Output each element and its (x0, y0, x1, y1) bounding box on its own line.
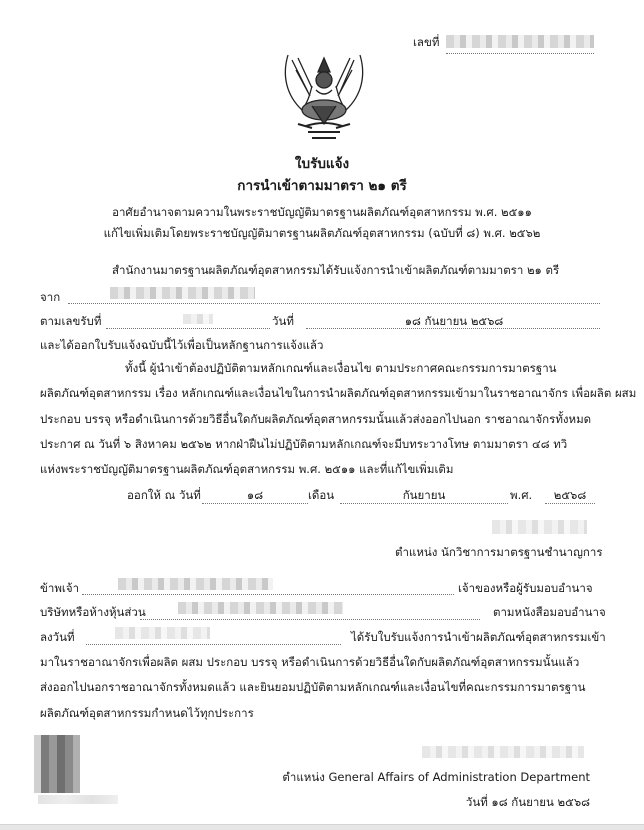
company-label: บริษัทหรือห้างหุ้นส่วน (40, 605, 146, 619)
body-line-4: ประกาศ ณ วันที่ ๖ สิงหาคม ๒๕๖๒ หากฝ่าฝืนไม่ปฏิบัติตามหลักเกณฑ์จะมีบทระวางโทษ ตามมาตรา ๔๘ ทวิ (40, 437, 568, 451)
poa-label: ตามหนังสือมอบอำนาจ (493, 605, 606, 619)
i-line (82, 594, 454, 595)
received-text: ได้รับใบรับแจ้งการนำเข้าผลิตภัณฑ์อุตสาหกรรมเข้า (351, 630, 606, 644)
receipt-number-label: ตามเลขรับที่ (40, 314, 102, 328)
authority-line-2: แก้ไขเพิ่มเติมโดยพระราชบัญญัติมาตรฐานผลิตภัณฑ์อุตสาหกรรม (ฉบับที่ ๘) พ.ศ. ๒๕๖๒ (103, 226, 541, 240)
from-value-redacted (110, 287, 255, 299)
ack-body-line-2: ส่งออกไปนอกราชอาณาจักรทั้งหมดแล้ว และยินยอมปฏิบัติตามหลักเกณฑ์และเงื่อนไขที่คณะกรรมการมาตรฐาน (40, 680, 586, 694)
issue-day-line (202, 503, 308, 504)
month-label: เดือน (308, 488, 335, 502)
signed-date-redacted (115, 627, 210, 639)
signer-date: วันที่ ๑๘ กันยายน ๒๕๖๘ (465, 795, 590, 809)
signed-date-line (86, 644, 341, 645)
body-line-2: ผลิตภัณฑ์อุตสาหกรรม เรื่อง หลักเกณฑ์และเงื่อนไขในการนำผลิตภัณฑ์อุตสาหกรรมเข้ามาในราชอาณาจักร เพื่อผลิต ผสม (40, 386, 637, 400)
date-value: ๑๘ กันยายน ๒๕๖๘ (404, 314, 504, 328)
owner-label: เจ้าของหรือผู้รับมอบอำนาจ (458, 581, 593, 595)
page-bottom-edge (0, 824, 644, 830)
intro-text: สำนักงานมาตรฐานผลิตภัณฑ์อุตสาหกรรมได้รับแจ้งการนำเข้าผลิตภัณฑ์ตามมาตรา ๒๑ ตรี (112, 263, 560, 277)
body-line-3: ประกอบ บรรจุ หรือดำเนินการด้วยวิธีอื่นใดกับผลิตภัณฑ์อุตสาหกรรมนั้นแล้วส่งออกไปนอก ราชอาณาจักรทั้งหมด (40, 412, 592, 426)
officer-position: ตำแหน่ง นักวิชาการมาตรฐานชำนาญการ (395, 545, 603, 559)
authority-line-1: อาศัยอำนาจตามความในพระราชบัญญัติมาตรฐานผลิตภัณฑ์อุตสาหกรรม พ.ศ. ๒๕๑๑ (112, 205, 532, 219)
company-value-redacted (178, 602, 343, 614)
company-seal-caption-redacted (38, 795, 118, 804)
document-number-redacted (446, 35, 594, 48)
page-subtitle: การนำเข้าตามมาตรา ๒๑ ตรี (237, 178, 407, 194)
garuda-emblem-icon (278, 50, 370, 146)
document-number-label: เลขที่ (413, 35, 440, 49)
issue-month-line (340, 503, 508, 504)
company-line (140, 619, 480, 620)
company-seal-redacted (34, 735, 80, 793)
receipt-number-line (106, 328, 270, 329)
page-title: ใบรับแจ้ง (294, 156, 350, 172)
body-line-5: แห่งพระราชบัญญัติมาตรฐานผลิตภัณฑ์อุตสาหกรรม พ.ศ. ๒๕๑๑ และที่แก้ไขเพิ่มเติม (40, 462, 454, 476)
issue-month: กันยายน (402, 488, 446, 502)
issue-year-line (545, 503, 595, 504)
body-line-1: ทั้งนี้ ผู้นำเข้าต้องปฏิบัติตามหลักเกณฑ์และเงื่อนไข ตามประกาศคณะกรรมการมาตรฐาน (125, 361, 557, 375)
receipt-number-redacted (183, 314, 213, 324)
date-label: วันที่ (272, 314, 294, 328)
issued-line: และได้ออกใบรับแจ้งฉบับนี้ไว้เพื่อเป็นหลักฐานการแจ้งแล้ว (40, 338, 324, 352)
officer-name-redacted (492, 520, 587, 534)
signer-position: ตำแหน่ง General Affairs of Administration Department (282, 770, 590, 784)
document-number-line (446, 53, 594, 54)
ack-body-line-1: มาในราชอาณาจักรเพื่อผลิต ผสม ประกอบ บรรจุ หรือดำเนินการด้วยวิธีอื่นใดกับผลิตภัณฑ์อุตสาหกรรมนั้นแล้ว (40, 655, 580, 669)
year-label: พ.ศ. (510, 488, 533, 502)
signed-date-label: ลงวันที่ (40, 630, 75, 644)
from-line (68, 303, 600, 304)
from-label: จาก (40, 290, 61, 304)
i-value-redacted (118, 578, 273, 590)
issued-on-label: ออกให้ ณ วันที่ (127, 488, 201, 502)
issue-day: ๑๘ (246, 488, 264, 502)
ack-body-line-3: ผลิตภัณฑ์อุตสาหกรรมกำหนดไว้ทุกประการ (40, 706, 254, 720)
date-line (306, 328, 600, 329)
i-label: ข้าพเจ้า (40, 581, 80, 595)
issue-year: ๒๕๖๘ (553, 488, 587, 502)
signer-name-redacted (422, 746, 584, 758)
